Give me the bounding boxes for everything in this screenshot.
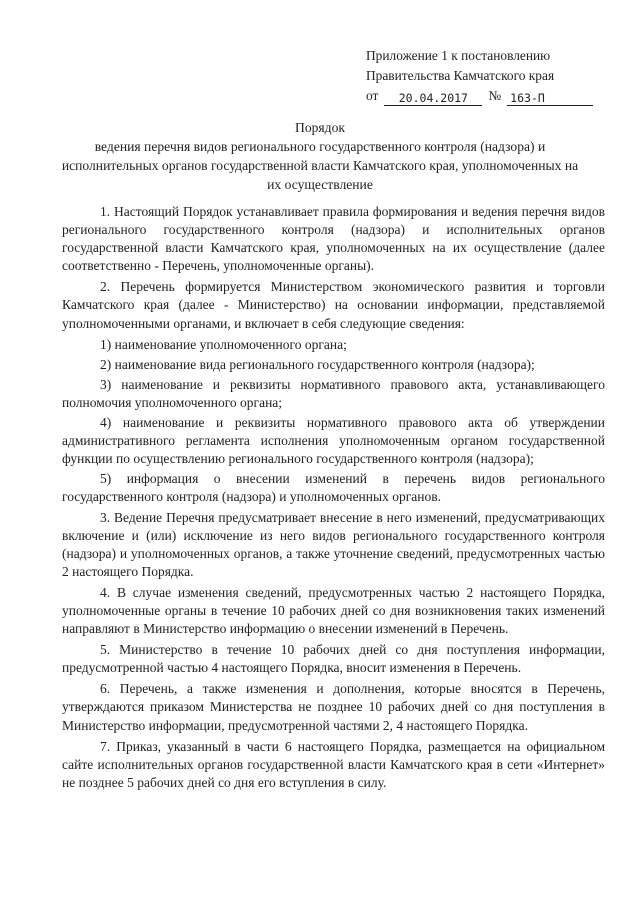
annex-header xyxy=(366,46,626,106)
annex-number: 163-П xyxy=(507,91,593,106)
list-item-3: 3) наименование и реквизиты нормативного правового акта, устанавливающего полномочия уполномоченного органа; xyxy=(62,376,605,410)
annex-line-1: Приложение 1 к постановлению xyxy=(366,48,551,63)
paragraph-6: 6. Перечень, а также изменения и дополнения, которые вносятся в Перечень, утверждаются приказом Министерства не позднее 10 рабочих дней со дня поступления в Министерство информации, предусмотренной частями 2, 4 настоящего Порядка. xyxy=(62,681,605,733)
list-item-5: 5) информация о внесении изменений в перечень видов регионального государственного контроля (надзора) и уполномоченных органов. xyxy=(62,471,605,505)
annex-date: 20.04.2017 xyxy=(384,91,482,106)
list-item-2: 2) наименование вида регионального государственного контроля (надзора); xyxy=(100,356,535,372)
list-item-1: 1) наименование уполномоченного органа; xyxy=(100,336,347,352)
paragraph-4: 4. В случае изменения сведений, предусмотренных частью 2 настоящего Порядка, уполномоченные органы в течение 10 рабочих дней со дня возникновения таких изменений направляют в Министерство информацию о внесении изменений в Перечень. xyxy=(62,584,605,637)
title-heading: Порядок xyxy=(295,120,345,135)
paragraph-2: 2. Перечень формируется Министерством экономического развития и торговли Камчатского края (далее - Министерство) на основании информации, представляемой уполномоченными органами, и включает в себя следующие сведения: xyxy=(62,279,605,331)
document-body xyxy=(62,203,605,795)
document-title xyxy=(60,118,580,194)
annex-number-sign: № xyxy=(488,88,502,103)
list-item-4: 4) наименование и реквизиты нормативного правового акта об утверждении административного регламента исполнения уполномоченным органом государственной функции по осуществлению регионального государственного контроля (надзора); xyxy=(62,415,605,467)
title-subtitle: ведения перечня видов регионального государственного контроля (надзора) и исполнительных органов государственной власти Камчатского края, уполномоченных на их осуществление xyxy=(61,139,579,192)
paragraph-3: 3. Ведение Перечня предусматривает внесение в него изменений, предусматривающих включение и (или) исключение из него видов регионального государственного контроля (надзора) и уполномоченных органов, а также уточнение сведений, предусмотренных частью 2 настоящего Порядка. xyxy=(62,509,605,579)
annex-date-number-line xyxy=(366,86,626,106)
paragraph-5: 5. Министерство в течение 10 рабочих дней со дня поступления информации, предусмотренной частью 4 настоящего Порядка, вносит изменения в Перечень. xyxy=(62,642,605,676)
paragraph-1: 1. Настоящий Порядок устанавливает правила формирования и ведения перечня видов регионального государственного контроля (надзора) и исполнительных органов государственной власти Камчатского края, уполномоченных на их осуществление (далее соответственно - Перечень, уполномоченные органы). xyxy=(62,204,605,274)
annex-from-label: от xyxy=(366,88,379,103)
paragraph-7: 7. Приказ, указанный в части 6 настоящего Порядка, размещается на официальном сайте исполнительных органов государственной власти Камчатского края в сети «Интернет» не позднее 5 рабочих дней со дня его вступления в силу. xyxy=(62,738,605,790)
annex-line-2: Правительства Камчатского края xyxy=(366,68,555,83)
